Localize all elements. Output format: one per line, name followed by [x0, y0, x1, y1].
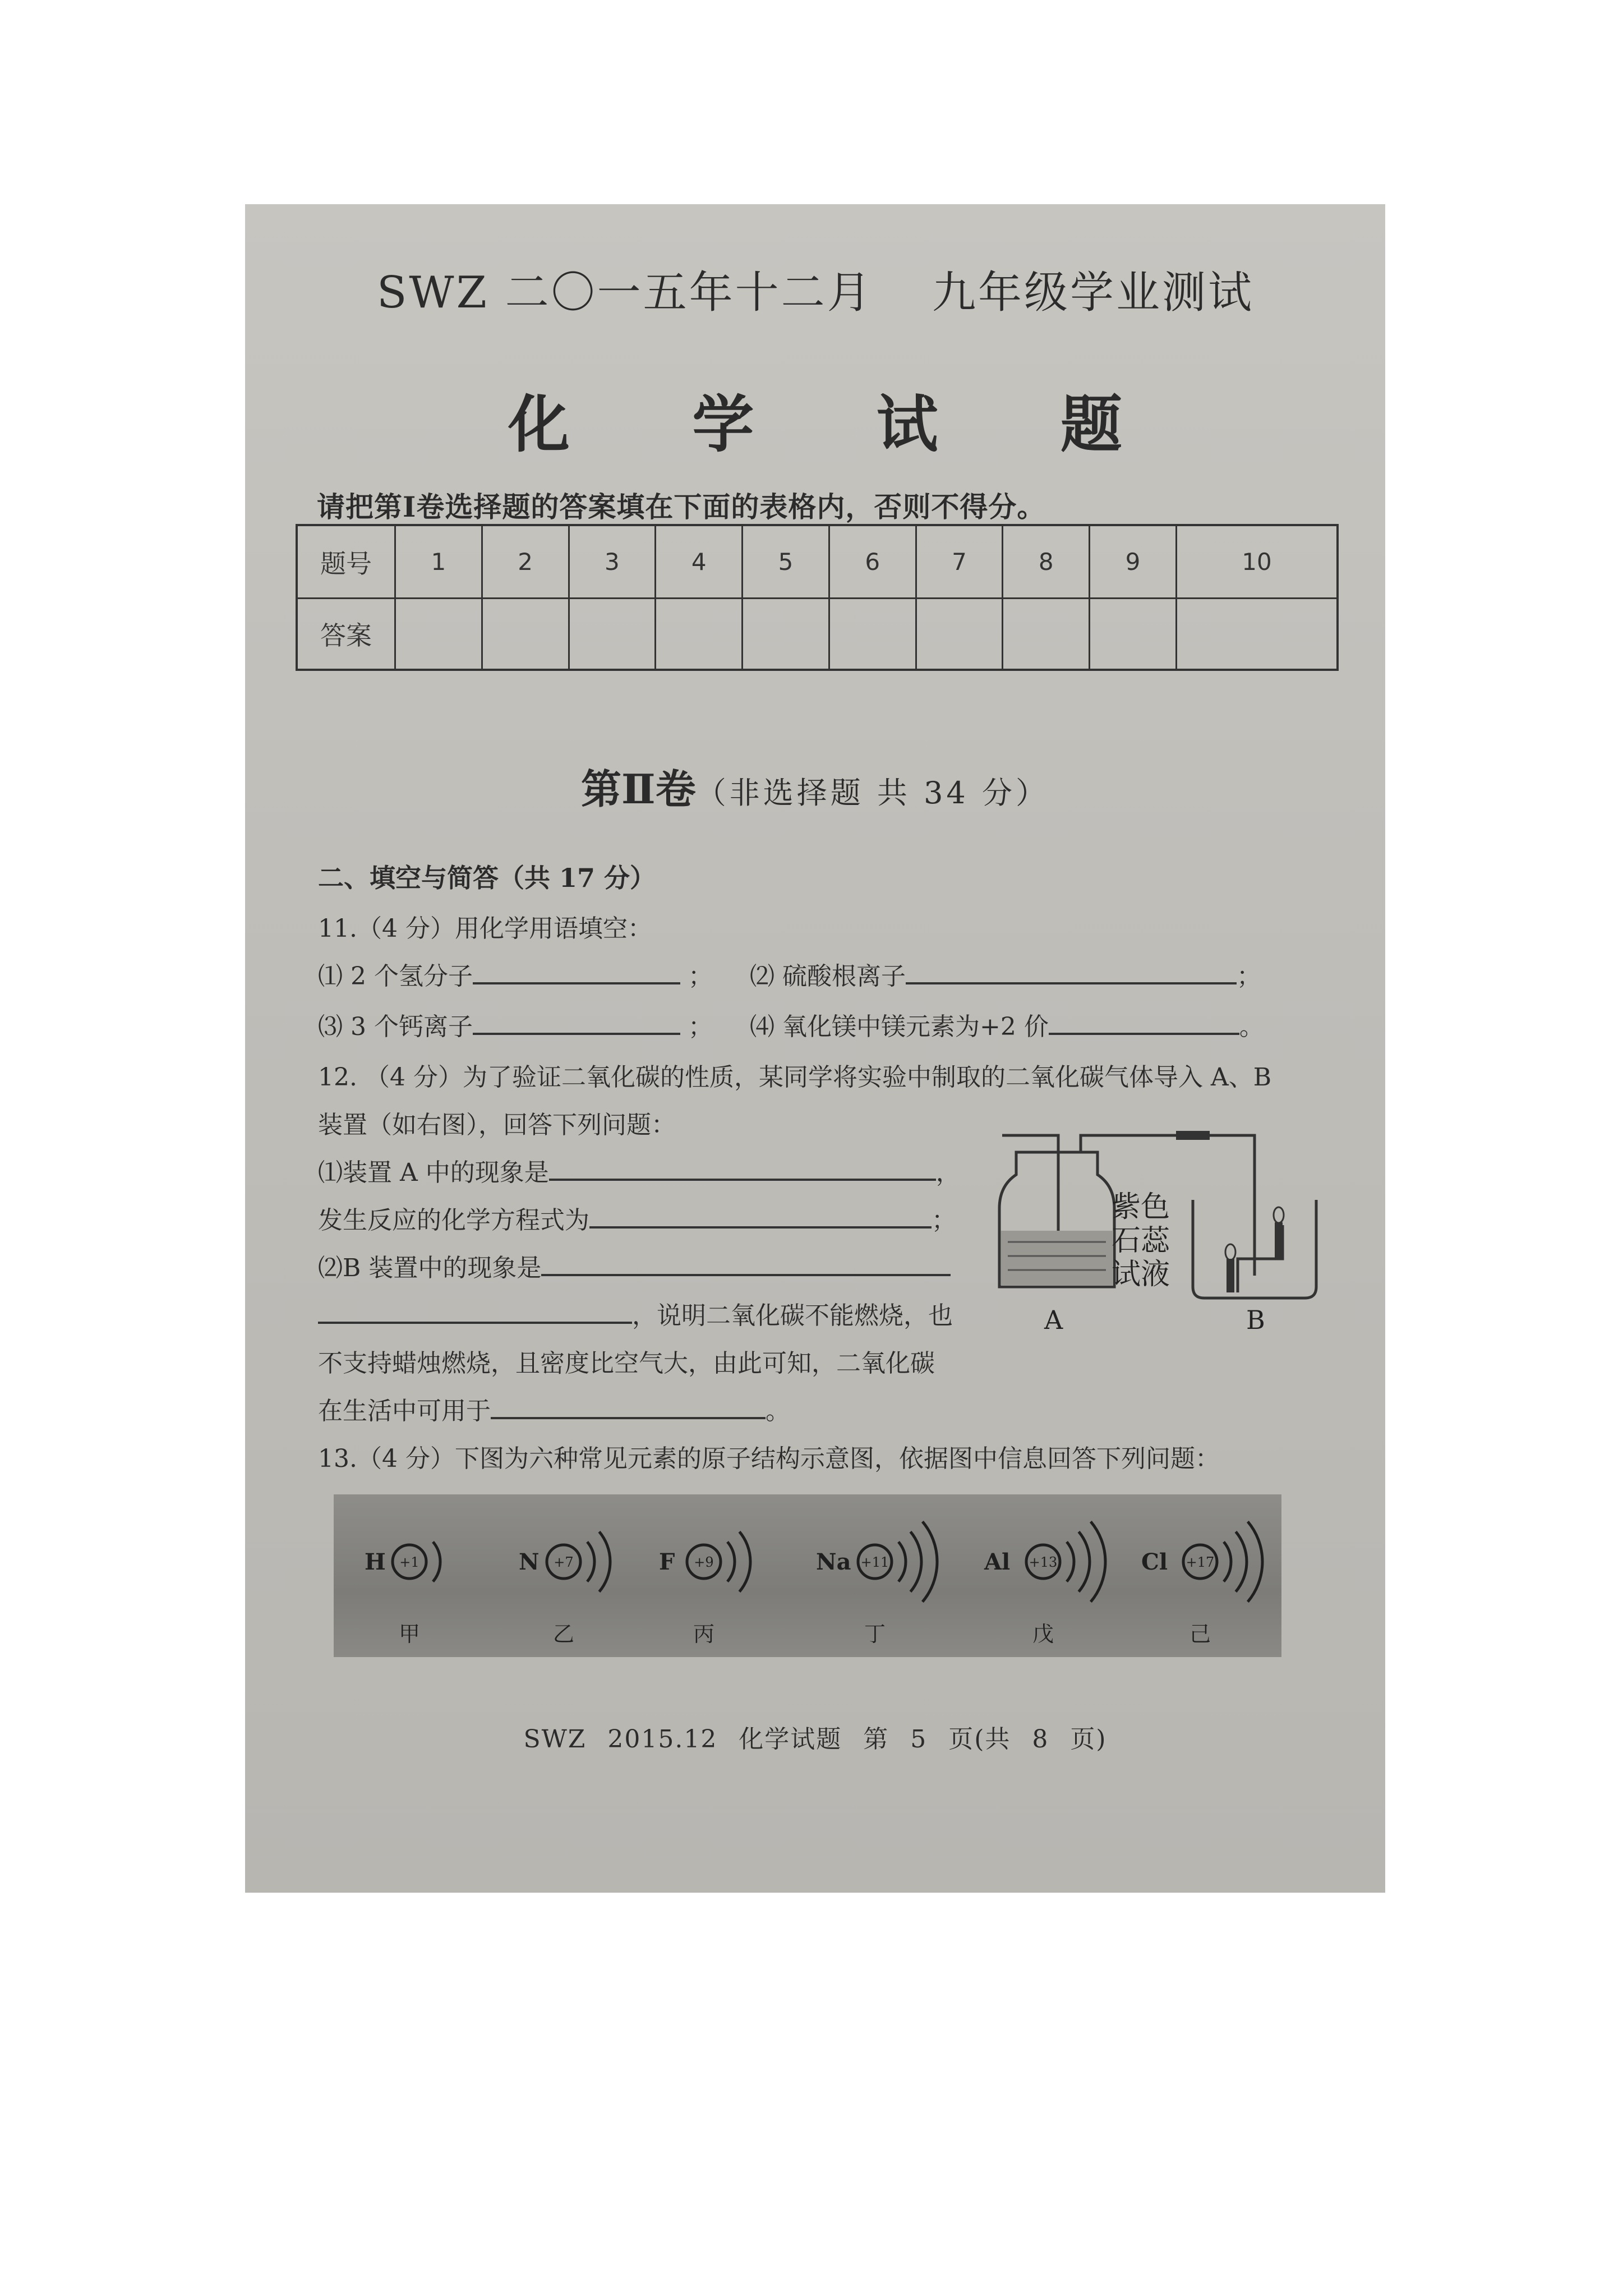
page-footer: SWZ 2015.12 化学试题 第 5 页(共 8 页): [523, 1725, 1107, 1754]
table-cell-number: 6: [829, 525, 916, 599]
answer-cell[interactable]: [482, 599, 569, 670]
q11-blank2[interactable]: [906, 959, 1237, 984]
upper-flame: [1274, 1207, 1284, 1223]
page-title: 化 学 试 题: [508, 388, 1173, 461]
atom-name: 乙: [552, 1622, 575, 1646]
q12-semi: ；: [932, 1206, 956, 1235]
answer-cell[interactable]: [829, 599, 916, 670]
answer-cell[interactable]: [395, 599, 482, 670]
tube-connector: [1176, 1131, 1210, 1140]
electron-shell: [910, 1532, 921, 1592]
q12-text6: ，说明二氧化碳不能燃烧，也: [632, 1301, 953, 1330]
q11-blank3[interactable]: [473, 1009, 680, 1035]
header-date: SWZ 二〇一五年十二月: [377, 268, 873, 318]
exam-photo: [245, 204, 1385, 1893]
answer-cell[interactable]: [569, 599, 656, 670]
q11-line1: [318, 956, 713, 992]
atom-diagram-5: [1141, 1521, 1262, 1646]
instruction-text: 请把第Ⅰ卷选择题的答案填在下面的表格内，否则不得分。: [317, 490, 1046, 523]
exam-sheet: [245, 204, 1385, 1893]
atom-name: 甲: [398, 1622, 421, 1646]
q12-line7: 不支持蜡烛燃烧，且密度比空气大，由此可知，二氧化碳: [318, 1349, 935, 1378]
liquid-label-3: 试液: [1112, 1258, 1170, 1291]
atomic-structure-diagrams: [334, 1494, 1281, 1657]
q11-part2: ⑵ 硫酸根离子: [750, 962, 906, 991]
atom-symbol: N: [519, 1549, 540, 1575]
electron-shell: [433, 1542, 440, 1582]
atom-name: 丙: [693, 1622, 715, 1646]
atom-symbol: H: [365, 1549, 386, 1575]
answer-cell[interactable]: [1176, 599, 1338, 670]
electron-shell: [739, 1532, 750, 1592]
q11-line2: [318, 1006, 713, 1042]
electron-shell: [923, 1521, 937, 1602]
exam-header: [245, 257, 1385, 319]
litmus-liquid: [1001, 1231, 1113, 1286]
answer-cell[interactable]: [656, 599, 743, 670]
q12-text3: ⑴装置 A 中的现象是: [318, 1158, 549, 1187]
electron-shell: [1224, 1542, 1231, 1582]
part2-label: 第Ⅱ卷: [581, 765, 696, 813]
section2-title: 二、填空与简答（共 17 分）: [318, 863, 656, 893]
q12-blank3[interactable]: [541, 1250, 951, 1276]
table-cell-number: 7: [916, 525, 1003, 599]
nucleus-charge: +7: [554, 1554, 574, 1570]
nucleus-charge: +1: [399, 1554, 419, 1570]
electron-shell: [1091, 1521, 1105, 1602]
q11-stem: 11.（4 分）用化学用语填空：: [318, 914, 652, 943]
q11-blank1[interactable]: [473, 959, 680, 984]
part2-subtitle: （非选择题 共 34 分）: [695, 775, 1049, 811]
q12-blank5[interactable]: [491, 1393, 766, 1419]
header-grade: 九年级学业测试: [932, 268, 1255, 318]
atom-symbol: Cl: [1141, 1549, 1168, 1575]
q11-sep: ；: [688, 962, 713, 991]
electron-shell: [1248, 1521, 1262, 1602]
electron-shell: [587, 1542, 594, 1582]
atom-diagram-4: [984, 1521, 1105, 1646]
q12-line2: 装置（如右图），回答下列问题：: [318, 1111, 676, 1139]
nucleus-charge: +11: [860, 1554, 889, 1570]
atom-name: 己: [1189, 1622, 1211, 1646]
atom-symbol: Na: [816, 1549, 851, 1575]
atom-name: 丁: [864, 1622, 886, 1646]
lower-candle: [1227, 1259, 1234, 1292]
electron-shell: [727, 1542, 735, 1582]
q12-text8: 在生活中可用于: [318, 1397, 491, 1425]
electron-shell: [898, 1542, 906, 1582]
liquid-label-1: 紫色: [1112, 1190, 1170, 1224]
q11-line1b: [750, 956, 1261, 992]
table-row-answers: [297, 599, 1338, 670]
answer-cell[interactable]: [1090, 599, 1177, 670]
co2-apparatus-figure: [991, 1119, 1327, 1337]
atom-symbol: F: [659, 1549, 675, 1575]
table-cell-number: 5: [743, 525, 829, 599]
table-cell-number: 3: [569, 525, 656, 599]
electron-shell: [1067, 1542, 1074, 1582]
electron-shell: [1235, 1532, 1247, 1592]
q11-part4: ⑷ 氧化镁中镁元素为+2 价: [750, 1013, 1049, 1041]
q13-stem: 13.（4 分）下图为六种常见元素的原子结构示意图，依据图中信息回答下列问题：: [318, 1444, 1220, 1473]
table-cell-number: 4: [656, 525, 743, 599]
answer-cell[interactable]: [916, 599, 1003, 670]
electron-shell: [599, 1532, 610, 1592]
row-label-answer: 答案: [297, 599, 395, 670]
part2-title: [245, 757, 1385, 815]
nucleus-charge: +9: [694, 1554, 714, 1570]
electron-shell: [1078, 1532, 1090, 1592]
row-label-number: 题号: [297, 525, 395, 599]
table-cell-number: 8: [1003, 525, 1090, 599]
q12-text4: 发生反应的化学方程式为: [318, 1206, 589, 1235]
answer-cell[interactable]: [743, 599, 829, 670]
atom-diagram-2: [659, 1532, 750, 1646]
q12-line4: [318, 1200, 956, 1236]
q12-line6: [318, 1295, 953, 1331]
q12-blank1[interactable]: [549, 1155, 936, 1181]
nucleus-charge: +13: [1029, 1554, 1058, 1570]
q12-line5: [318, 1248, 951, 1283]
table-cell-number: 1: [395, 525, 482, 599]
q11-sep: ；: [688, 1013, 713, 1041]
q12-blank4[interactable]: [318, 1298, 632, 1324]
nucleus-charge: +17: [1186, 1554, 1215, 1570]
label-b: B: [1246, 1305, 1265, 1335]
atom-diagram-1: [519, 1532, 610, 1646]
answer-cell[interactable]: [1003, 599, 1090, 670]
atom-diagram-3: [816, 1521, 937, 1646]
atom-name: 戊: [1032, 1622, 1054, 1646]
q12-blank2[interactable]: [589, 1203, 932, 1228]
q11-line2b: [750, 1006, 1264, 1042]
label-a: A: [1044, 1305, 1063, 1335]
q12-text5: ⑵B 装置中的现象是: [318, 1254, 542, 1282]
atom-diagram-0: [365, 1542, 440, 1646]
upper-candle: [1275, 1222, 1283, 1259]
table-cell-number: 10: [1176, 525, 1338, 599]
q11-sep: ；: [1237, 962, 1261, 991]
q12-line3: [318, 1152, 961, 1188]
table-cell-number: 2: [482, 525, 569, 599]
answer-table: [296, 524, 1339, 671]
q11-end: 。: [1239, 1013, 1264, 1041]
gas-inlet-tube: [1002, 1135, 1058, 1231]
q12-period: 。: [766, 1397, 790, 1425]
table-cell-number: 9: [1090, 525, 1177, 599]
q11-part1: ⑴ 2 个氢分子: [318, 962, 473, 991]
q11-part3: ⑶ 3 个钙离子: [318, 1013, 473, 1041]
liquid-label-2: 石蕊: [1112, 1224, 1170, 1258]
q12-line8: [318, 1391, 790, 1427]
q11-blank4[interactable]: [1049, 1009, 1239, 1035]
table-row-numbers: [297, 525, 1338, 599]
q12-line1: 12. （4 分）为了验证二氧化碳的性质，某同学将实验中制取的二氧化碳气体导入 A、B: [318, 1063, 1272, 1092]
lower-flame: [1225, 1244, 1235, 1260]
atom-symbol: Al: [984, 1549, 1011, 1575]
q12-comma: ，: [935, 1158, 961, 1187]
